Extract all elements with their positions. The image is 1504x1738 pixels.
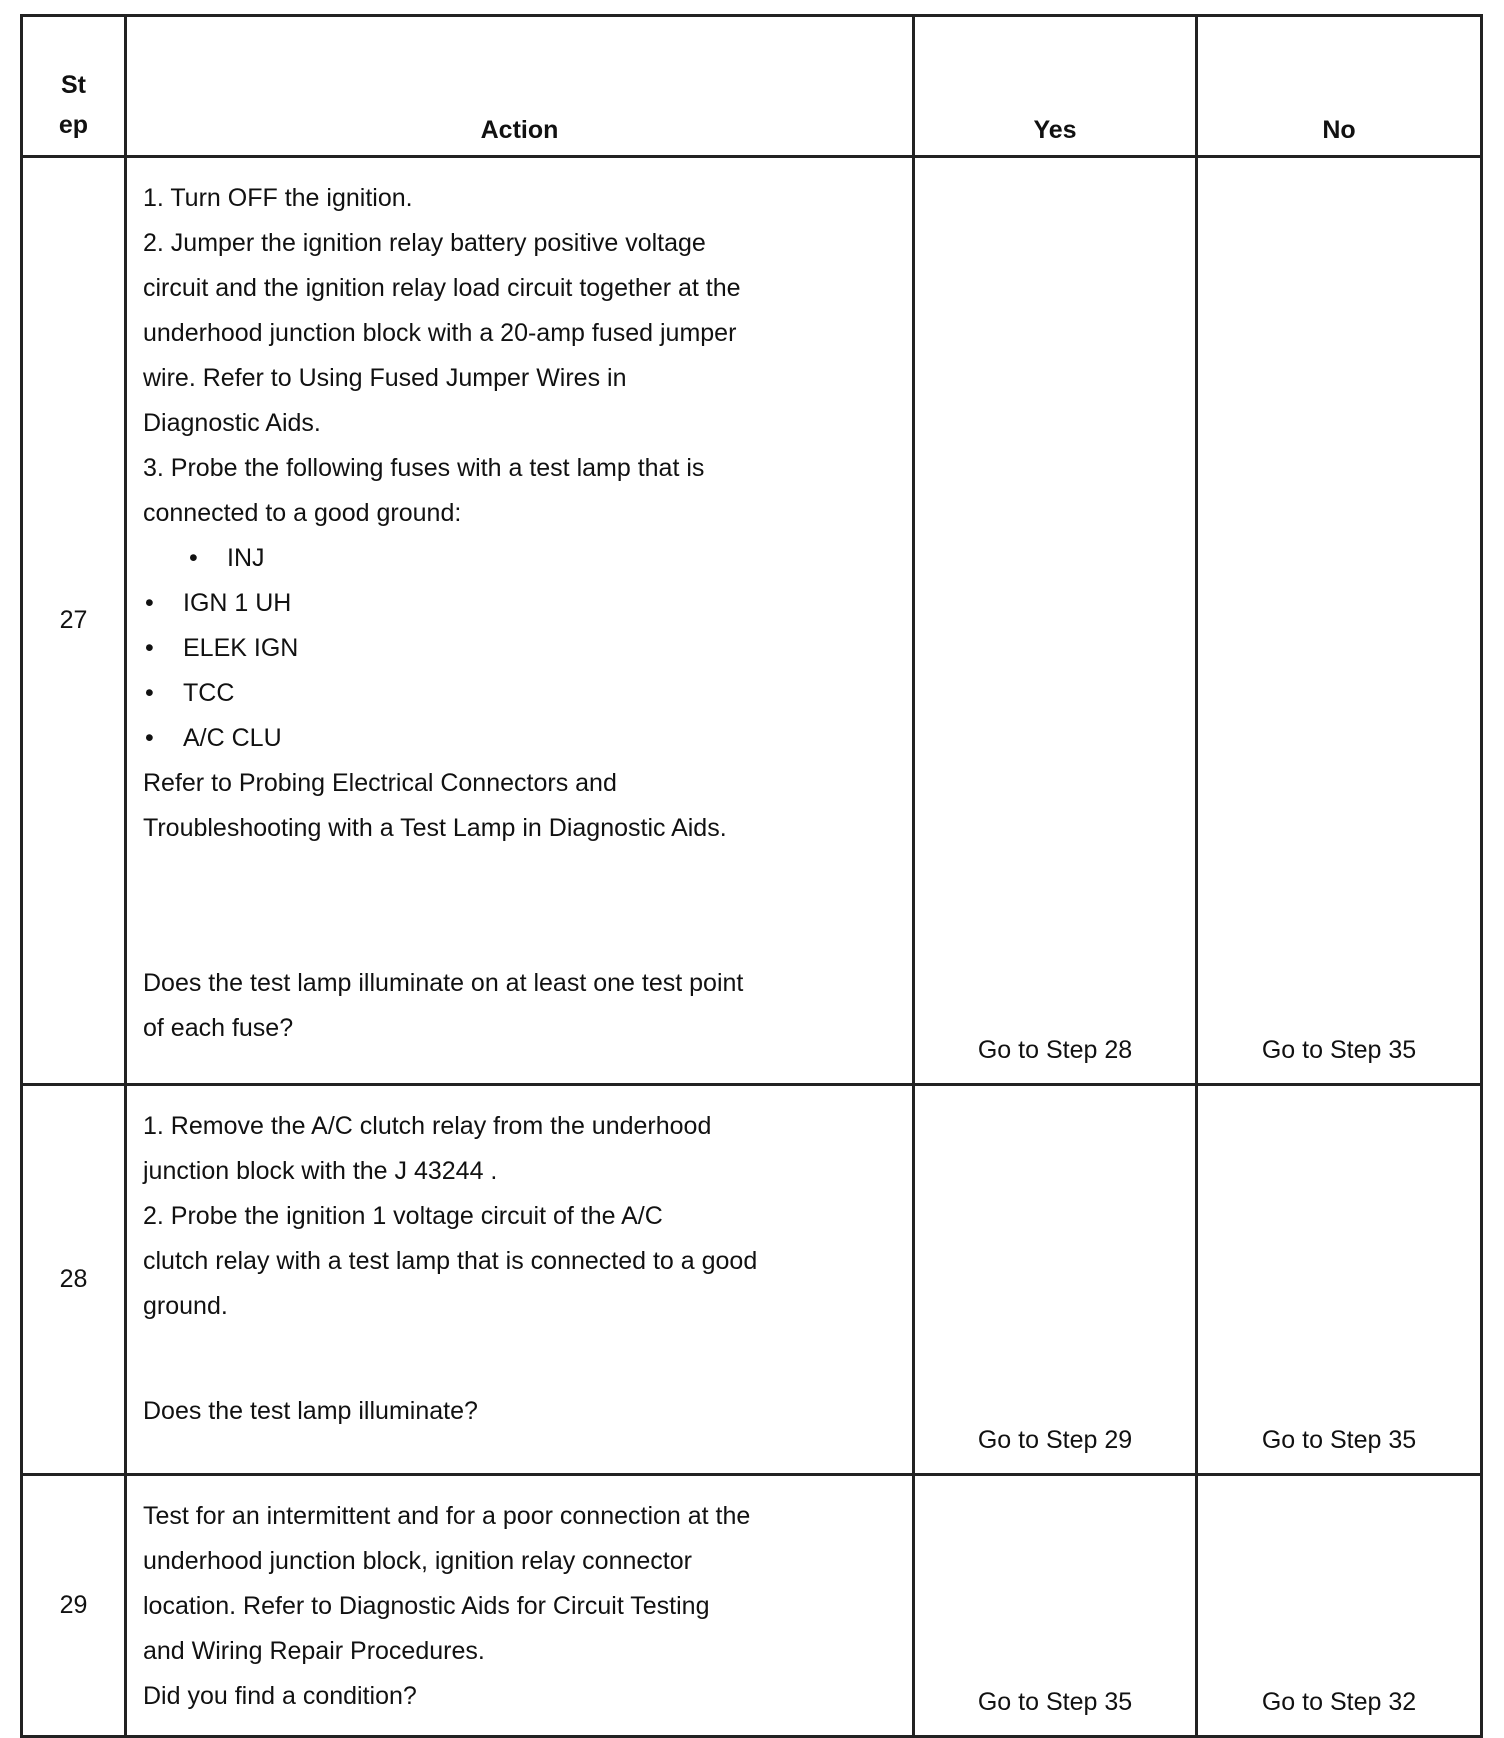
action-line: Diagnostic Aids.	[143, 409, 321, 437]
action-line: clutch relay with a test lamp that is connected to a good	[143, 1247, 758, 1275]
no-result: Go to Step 35	[1197, 157, 1482, 1085]
fuse-name: IGN 1 UH	[183, 589, 292, 617]
action-line: junction block with the J 43244 .	[143, 1157, 498, 1185]
action-line: connected to a good ground:	[143, 499, 462, 527]
list-item	[143, 581, 852, 626]
action-line: Refer to Probing Electrical Connectors and	[143, 769, 617, 797]
fuse-name: INJ	[227, 544, 265, 572]
action-line: 1. Remove the A/C clutch relay from the underhood	[143, 1112, 712, 1140]
fuse-name: TCC	[183, 679, 235, 707]
question-line: Does the test lamp illuminate?	[143, 1397, 478, 1425]
list-item	[143, 536, 852, 581]
action-line: Test for an intermittent and for a poor connection at the	[143, 1502, 751, 1530]
no-result: Go to Step 35	[1197, 1085, 1482, 1475]
table-row-step-27	[22, 157, 1482, 1085]
step-header-line2: ep	[58, 111, 89, 139]
step-header	[22, 16, 126, 157]
no-result: Go to Step 32	[1197, 1475, 1482, 1737]
action-line: 2. Probe the ignition 1 voltage circuit of the A/C	[143, 1202, 663, 1230]
action-cell	[126, 1085, 914, 1475]
action-line: 3. Probe the following fuses with a test lamp that is	[143, 454, 705, 482]
action-line: underhood junction block with a 20-amp fused jumper	[143, 319, 737, 347]
action-line: ground.	[143, 1292, 228, 1320]
yes-result: Go to Step 29	[914, 1085, 1197, 1475]
bullet-icon: •	[145, 724, 154, 752]
bullet-icon: •	[145, 679, 154, 707]
no-header: No	[1197, 16, 1482, 157]
action-line: wire. Refer to Using Fused Jumper Wires in	[143, 364, 627, 392]
step-number: 27	[22, 157, 126, 1085]
diagnostic-table	[20, 14, 1483, 1738]
action-line: and Wiring Repair Procedures.	[143, 1637, 485, 1665]
bullet-icon: •	[145, 634, 154, 662]
action-line: 2. Jumper the ignition relay battery positive voltage	[143, 229, 706, 257]
table-row-step-28	[22, 1085, 1482, 1475]
yes-result: Go to Step 28	[914, 157, 1197, 1085]
action-line: location. Refer to Diagnostic Aids for Circuit Testing	[143, 1592, 710, 1620]
step-number: 28	[22, 1085, 126, 1475]
question-line: Does the test lamp illuminate on at least one test point	[143, 969, 744, 997]
question-line: Did you find a condition?	[143, 1682, 417, 1710]
action-cell	[126, 1475, 914, 1737]
action-line: underhood junction block, ignition relay connector	[143, 1547, 692, 1575]
bullet-icon: •	[189, 544, 198, 572]
action-line: Troubleshooting with a Test Lamp in Diagnostic Aids.	[143, 814, 727, 842]
list-item	[143, 626, 852, 671]
list-item	[143, 671, 852, 716]
fuse-name: ELEK IGN	[183, 634, 299, 662]
action-line: circuit and the ignition relay load circuit together at the	[143, 274, 741, 302]
header-row	[22, 16, 1482, 157]
fuse-name: A/C CLU	[183, 724, 282, 752]
yes-result: Go to Step 35	[914, 1475, 1197, 1737]
table-row-step-29	[22, 1475, 1482, 1737]
step-number: 29	[22, 1475, 126, 1737]
action-cell	[126, 157, 914, 1085]
bullet-icon: •	[145, 589, 154, 617]
action-header: Action	[126, 16, 914, 157]
list-item	[143, 716, 852, 761]
question-line: of each fuse?	[143, 1014, 294, 1042]
action-line: 1. Turn OFF the ignition.	[143, 184, 413, 212]
yes-header: Yes	[914, 16, 1197, 157]
step-header-line1: St	[61, 71, 86, 99]
